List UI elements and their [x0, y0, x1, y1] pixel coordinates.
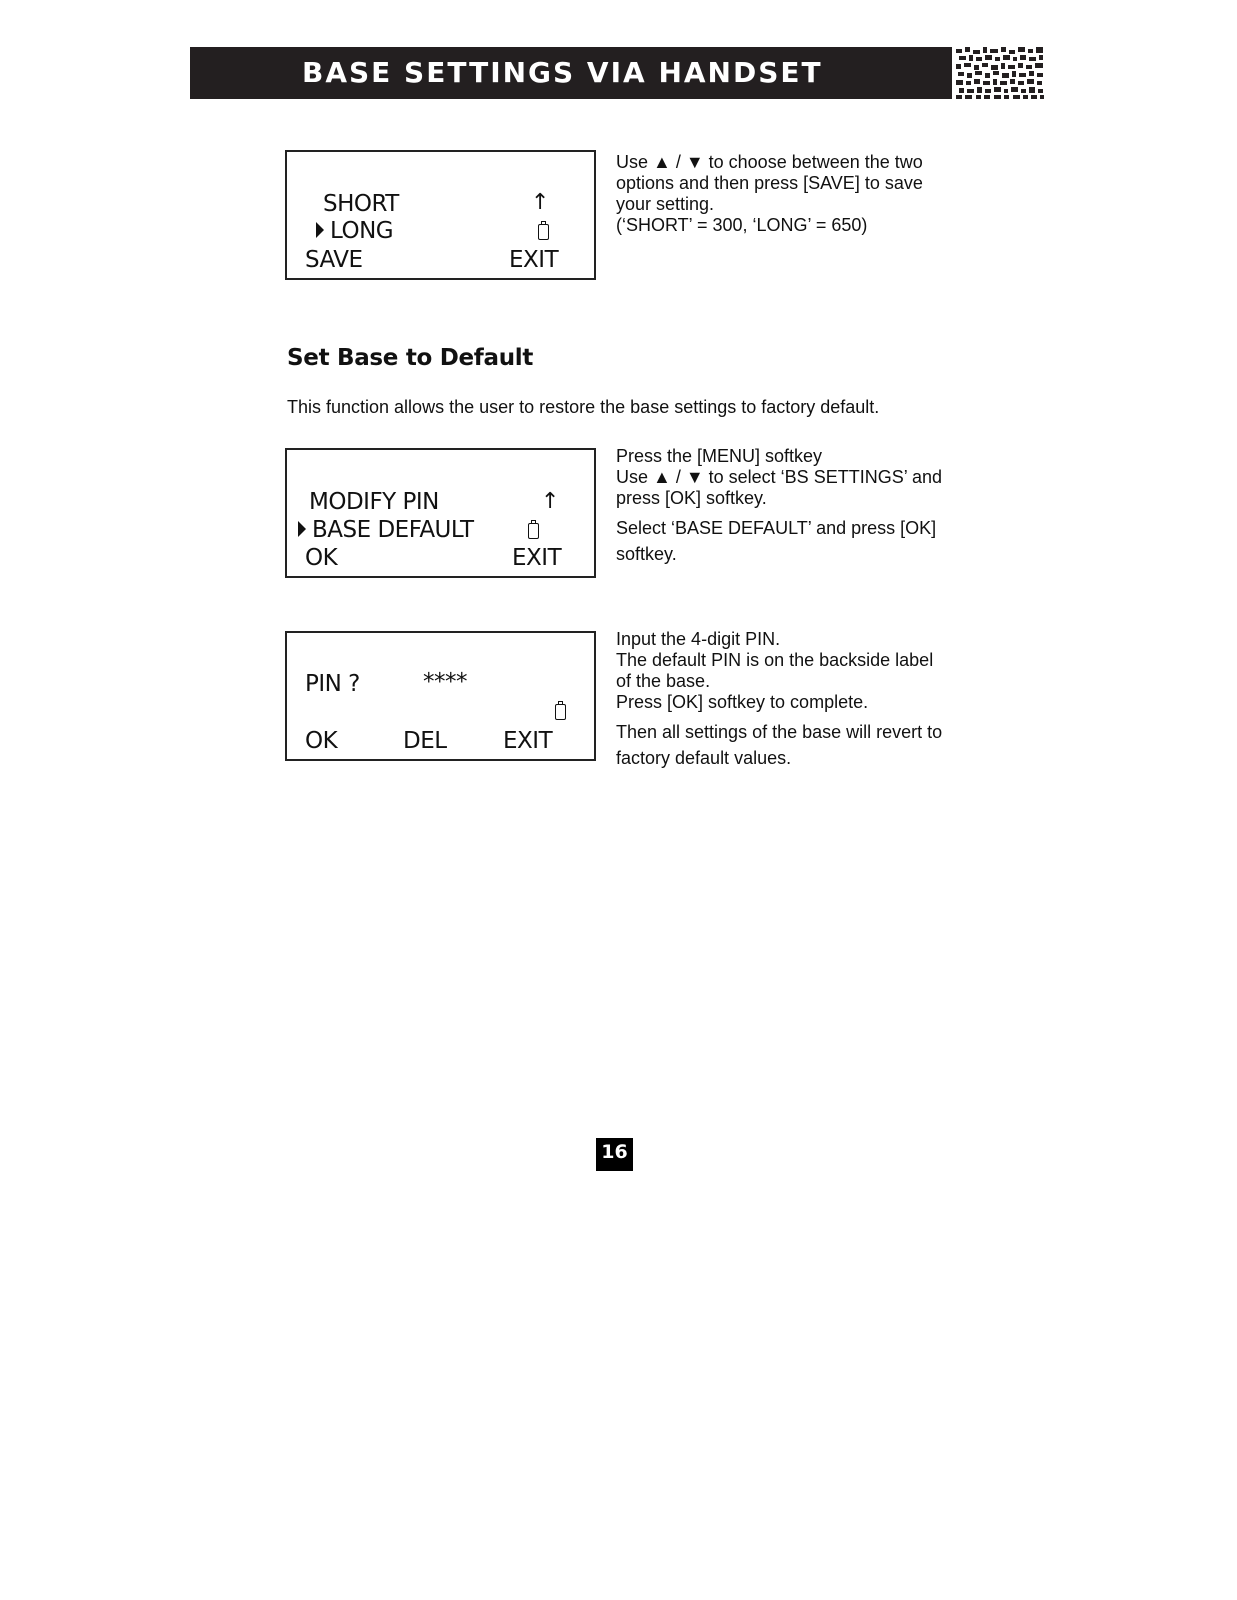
- instruction-line: Use ▲ / ▼ to choose between the two: [616, 152, 923, 172]
- softkey-exit: EXIT: [509, 247, 559, 273]
- battery-icon: [538, 224, 549, 240]
- instruction-line: your setting.: [616, 194, 715, 214]
- decorative-pattern-icon: [956, 47, 1044, 99]
- instruction-line: (‘SHORT’ = 300, ‘LONG’ = 650): [616, 215, 868, 235]
- page-title: BASE SETTINGS VIA HANDSET: [302, 56, 823, 89]
- instruction-line: softkey.: [616, 544, 677, 564]
- lcd-option-short: SHORT: [323, 191, 399, 217]
- page-number: 16: [596, 1138, 633, 1171]
- pin-masked-value: ****: [423, 669, 467, 695]
- instruction-line: options and then press [SAVE] to save: [616, 173, 923, 193]
- instructions-3: [616, 629, 961, 771]
- instruction-line: Select ‘BASE DEFAULT’ and press [OK]: [616, 518, 937, 538]
- instruction-line: press [OK] softkey.: [616, 488, 767, 508]
- instruction-line: Input the 4-digit PIN.: [616, 629, 781, 649]
- lcd-screen-short-long: [285, 150, 596, 280]
- lcd-screen-base-default: [285, 448, 596, 578]
- header-bar: [190, 47, 952, 99]
- instruction-line: Press [OK] softkey to complete.: [616, 692, 869, 712]
- instruction-line: Use ▲ / ▼ to select ‘BS SETTINGS’ and: [616, 467, 943, 487]
- battery-icon: [555, 704, 566, 720]
- lcd-screen-pin-entry: [285, 631, 596, 761]
- instruction-line: Then all settings of the base will revert to: [616, 722, 943, 742]
- softkey-exit: EXIT: [503, 728, 553, 754]
- instruction-line: The default PIN is on the backside label: [616, 650, 934, 670]
- instructions-1: [616, 152, 961, 236]
- battery-icon: [528, 523, 539, 539]
- softkey-ok: OK: [305, 545, 338, 571]
- softkey-ok: OK: [305, 728, 338, 754]
- selection-pointer-icon: [316, 222, 324, 238]
- softkey-del: DEL: [403, 728, 447, 754]
- section-intro: This function allows the user to restore the base settings to factory default.: [287, 397, 880, 417]
- instruction-line: of the base.: [616, 671, 711, 691]
- softkey-save: SAVE: [305, 247, 363, 273]
- scroll-arrow-icon: ↑: [541, 489, 560, 514]
- lcd-option-base-default: BASE DEFAULT: [312, 517, 474, 543]
- scroll-arrow-icon: ↑: [531, 190, 550, 215]
- instruction-line: factory default values.: [616, 748, 792, 768]
- section-heading: Set Base to Default: [287, 345, 534, 371]
- selection-pointer-icon: [298, 521, 306, 537]
- instruction-line: Press the [MENU] softkey: [616, 446, 823, 466]
- pin-prompt: PIN ?: [305, 671, 360, 697]
- instructions-2: [616, 446, 961, 567]
- softkey-exit: EXIT: [512, 545, 562, 571]
- lcd-option-modify-pin: MODIFY PIN: [309, 489, 439, 515]
- lcd-option-long: LONG: [330, 218, 394, 244]
